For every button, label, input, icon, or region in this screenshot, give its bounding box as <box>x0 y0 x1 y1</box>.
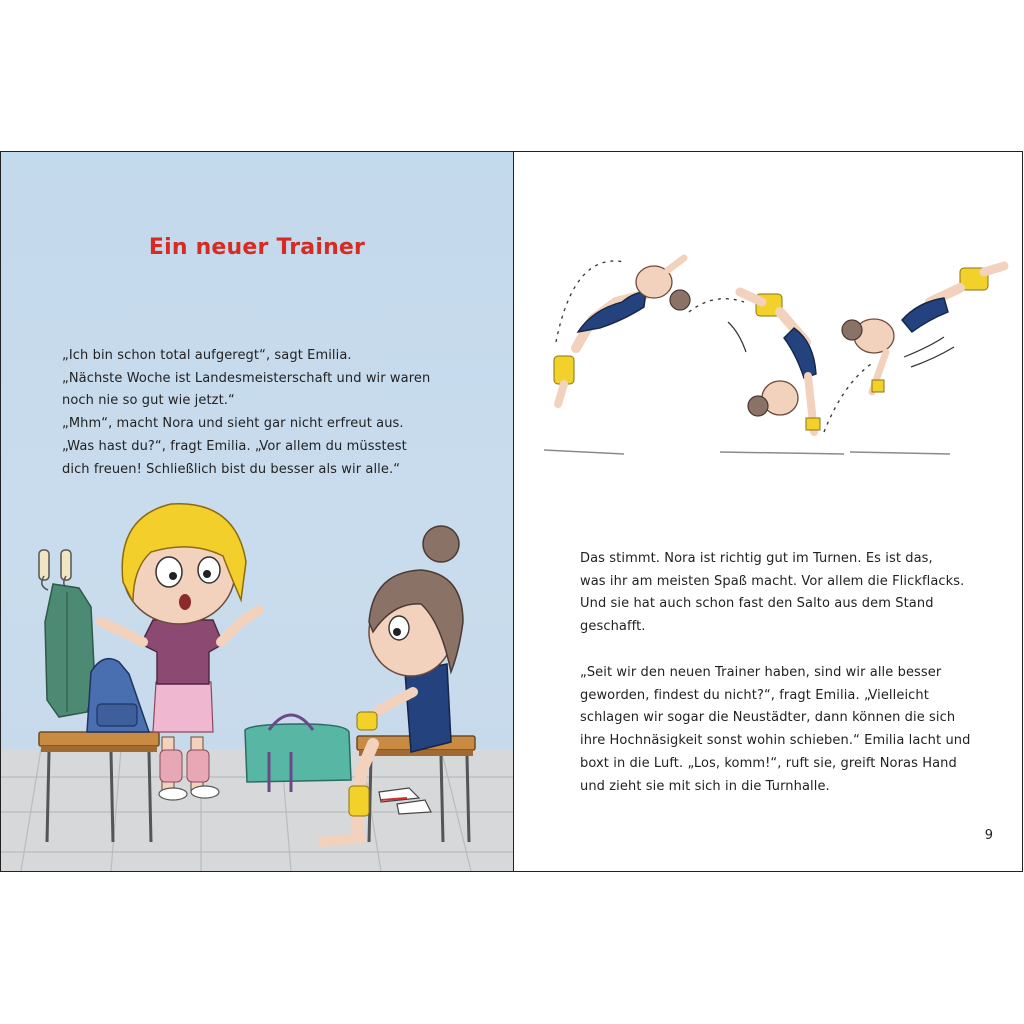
right-paragraph-2 <box>580 662 970 798</box>
blue-backpack <box>87 659 149 732</box>
motion-dashes <box>728 322 954 367</box>
text-line: geschafft. <box>580 619 646 635</box>
locker-room-illustration <box>1 152 513 871</box>
text-line: boxt in die Luft. „Los, komm!“, ruft sie, greift Noras Hand <box>580 755 957 771</box>
text-line: „Seit wir den neuen Trainer haben, sind wir alle besser <box>580 665 942 680</box>
chapter-title: Ein neuer Trainer <box>148 235 366 260</box>
motion-lines <box>556 261 874 432</box>
floor-shadows <box>544 450 950 454</box>
text-line: noch nie so gut wie jetzt.“ <box>62 393 235 409</box>
green-jacket <box>45 584 95 717</box>
text-line: „Was hast du?“, fragt Emilia. „Vor allem du müsstest <box>62 438 407 454</box>
text-line: ihre Hochnäsigkeit sonst wohin schieben.“ Emilia lacht und <box>580 733 971 749</box>
text-line: „Mhm“, macht Nora und sieht gar nicht erfreut aus. <box>62 416 404 432</box>
text-line: schlagen wir sogar die Neustädter, dann können die sich <box>580 710 956 726</box>
left-page <box>1 152 513 871</box>
text-line: Das stimmt. Nora ist richtig gut im Turnen. Es ist das, <box>580 551 933 566</box>
gymnast-figure-1 <box>554 258 690 404</box>
gymnast-figure-2 <box>740 292 820 432</box>
teal-sports-bag <box>245 715 351 792</box>
text-line: dich freuen! Schließlich bist du besser als wir alle.“ <box>62 461 401 477</box>
text-line: geworden, findest du nicht?“, fragt Emilia. „Vielleicht <box>580 687 929 703</box>
text-line: „Ich bin schon total aufgeregt“, sagt Emilia. <box>62 348 352 363</box>
right-paragraph-1 <box>580 548 964 639</box>
page-number: 9 <box>984 828 993 843</box>
text-line: und zieht sie mit sich in die Turnhalle. <box>580 778 830 794</box>
book-spread <box>0 151 1023 872</box>
text-line: was ihr am meisten Spaß macht. Vor allem die Flickflacks. <box>580 573 965 589</box>
right-page <box>514 152 1022 871</box>
text-line: „Nächste Woche ist Landesmeisterschaft und wir waren <box>62 370 431 386</box>
gymnast-figure-3 <box>842 266 1004 392</box>
text-line: Und sie hat auch schon fast den Salto aus dem Stand <box>580 596 934 612</box>
gymnast-flickflack-illustration <box>514 152 1022 482</box>
